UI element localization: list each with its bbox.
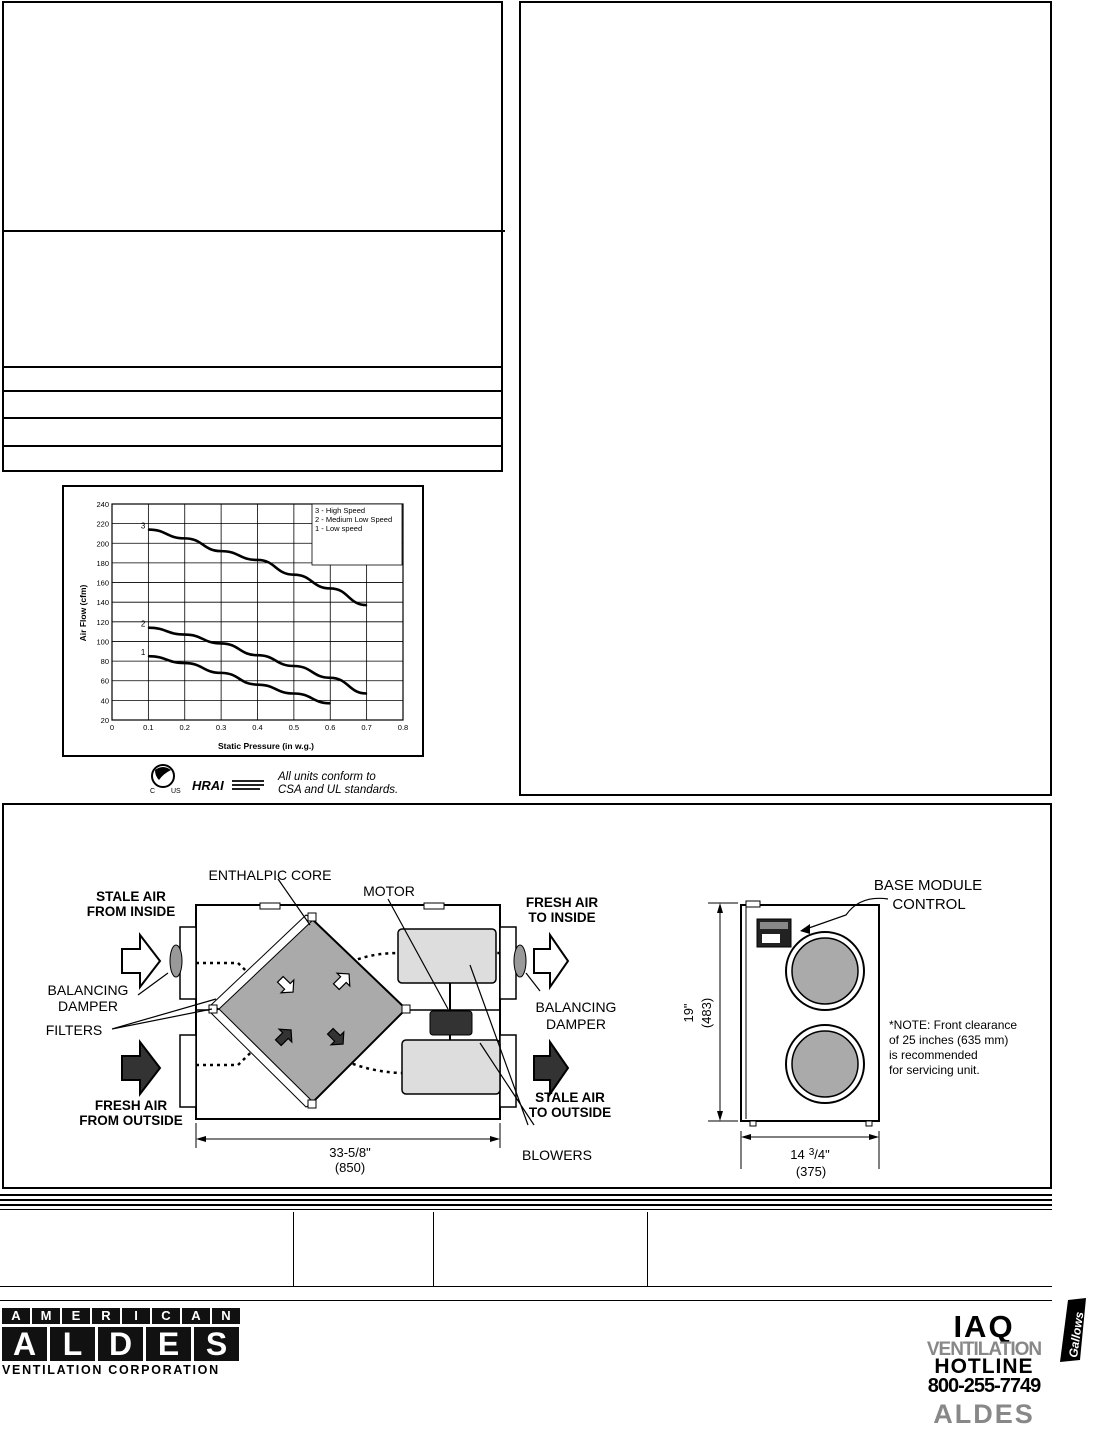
logo-letter: S — [194, 1327, 239, 1361]
airflow-chart — [62, 485, 424, 757]
label-stale-air-from-inside: FROM INSIDE — [86, 904, 176, 919]
chart-y-tick-label: 40 — [100, 696, 109, 706]
chart-legend-entry: 3 - High Speed — [315, 506, 366, 515]
chart-point — [148, 529, 149, 530]
cert-statement — [278, 771, 448, 797]
blower-upper — [398, 929, 496, 983]
csa-c-label: C — [150, 788, 156, 795]
gallows-seal-text: Gallows — [1066, 1310, 1087, 1359]
unit-diagram — [0, 803, 1054, 1189]
chart-point — [293, 665, 294, 666]
arrow-fresh-from-outside — [122, 1042, 160, 1094]
chart-x-tick-label: 0.8 — [397, 723, 409, 732]
chart-y-tick-label: 140 — [96, 598, 109, 608]
chart-y-tick-label: 220 — [96, 519, 109, 529]
chart-series-label: 3 — [140, 521, 146, 531]
form-column-divider — [293, 1212, 294, 1286]
chart-point — [330, 677, 331, 678]
chart-y-tick-label: 200 — [96, 539, 109, 549]
logo-letter: D — [98, 1327, 143, 1361]
label-base-module: BASE MODULE — [873, 877, 983, 894]
label-stale-air-to-outside: STALE AIR — [535, 1090, 605, 1105]
label-motor: MOTOR — [363, 883, 415, 899]
chart-y-tick-label: 80 — [100, 657, 109, 667]
label-balancing-damper-left: DAMPER — [58, 998, 118, 1014]
note-line: for servicing unit. — [889, 1063, 980, 1077]
csa-logo — [145, 760, 185, 800]
balancing-damper-right — [514, 945, 526, 977]
logo-iaq: IAQ — [953, 1309, 1015, 1344]
note-line: is recommended — [889, 1048, 978, 1062]
width-den: /4" — [814, 1147, 830, 1162]
label-balancing-damper-right: BALANCING — [535, 999, 617, 1015]
chart-x-axis-label: Static Pressure (in w.g.) — [217, 741, 315, 751]
label-base-module: CONTROL — [892, 896, 966, 913]
chart-y-tick-label: 180 — [96, 558, 109, 568]
chart-legend-entry: 1 - Low speed — [315, 524, 363, 533]
chart-y-tick-label: 100 — [96, 637, 109, 647]
width-whole: 14 — [790, 1147, 805, 1162]
arrow-stale-from-inside — [122, 935, 160, 987]
iaq-hotline-logo — [918, 1309, 1054, 1430]
logo-aldes — [2, 1327, 240, 1361]
chart-y-tick-label: 240 — [96, 500, 109, 509]
chart-y-tick-label: 60 — [100, 676, 109, 686]
logo-aldes-gray: ALDES — [933, 1399, 1035, 1429]
logo-letter: A — [2, 1308, 30, 1324]
logo-letter: M — [32, 1308, 60, 1324]
chart-y-tick-label: 120 — [96, 617, 109, 627]
chart-point — [293, 574, 294, 575]
chart-x-tick-label: 0.5 — [288, 723, 300, 732]
label-fresh-air-to-inside: FRESH AIR — [525, 895, 599, 910]
chart-x-tick-label: 0.2 — [179, 723, 190, 732]
logo-phone: 800-255-7749 — [927, 1375, 1041, 1397]
label-fresh-air-to-inside: TO INSIDE — [528, 910, 596, 925]
label-balancing-damper-left: BALANCING — [47, 982, 129, 998]
spec-divider — [2, 390, 503, 392]
csa-us-label: US — [171, 788, 181, 795]
chart-x-tick-label: 0.1 — [143, 723, 154, 732]
bottom-rule — [0, 1194, 1052, 1196]
chart-point — [184, 634, 185, 635]
label-stale-air-from-inside: STALE AIR — [96, 889, 166, 904]
label-width-side — [790, 1147, 830, 1162]
chart-point — [221, 643, 222, 644]
hrai-logo — [190, 776, 266, 794]
chart-point — [148, 656, 149, 657]
note-line: of 25 inches (635 mm) — [889, 1033, 1009, 1047]
blower-lower — [402, 1040, 500, 1094]
form-column-divider — [647, 1212, 648, 1286]
cert-line-1: All units conform to — [278, 771, 376, 783]
chart-legend-entry: 2 - Medium Low Speed — [315, 515, 393, 524]
spec-box-upper — [2, 1, 503, 472]
note-line: *NOTE: Front clearance — [889, 1018, 1018, 1032]
arrow-fresh-to-inside — [534, 935, 568, 987]
chart-point — [184, 662, 185, 663]
chart-x-tick-label: 0.6 — [325, 723, 336, 732]
label-fresh-air-from-outside: FRESH AIR — [94, 1098, 168, 1113]
label-balancing-damper-right: DAMPER — [546, 1016, 606, 1032]
hrai-label: HRAI — [192, 778, 224, 793]
logo-ventilation-corporation: VENTILATION CORPORATION — [2, 1363, 220, 1377]
gallows-seal-icon — [1054, 1292, 1092, 1368]
logo-ventilation: VENTILATION — [926, 1339, 1042, 1360]
chart-point — [257, 655, 258, 656]
chart-point — [366, 605, 367, 606]
logo-letter: N — [212, 1308, 240, 1324]
chart-x-tick-label: 0.4 — [252, 723, 263, 732]
logo-hotline: HOTLINE — [934, 1355, 1034, 1378]
spec-divider — [2, 445, 503, 447]
width-num: 3 — [808, 1147, 815, 1158]
bottom-rule — [0, 1209, 1052, 1210]
chart-series-label: 1 — [140, 648, 146, 658]
spec-divider — [2, 417, 503, 419]
spec-divider — [2, 366, 503, 368]
label-fresh-air-from-outside: FROM OUTSIDE — [79, 1113, 183, 1128]
chart-point — [330, 588, 331, 589]
chart-point — [257, 559, 258, 560]
label-blowers: BLOWERS — [521, 1147, 593, 1163]
chart-point — [330, 703, 331, 704]
logo-american — [2, 1308, 240, 1324]
balancing-damper-left — [170, 945, 182, 977]
label-filters: FILTERS — [45, 1022, 103, 1038]
chart-point — [366, 693, 367, 694]
form-bottom-rule — [0, 1286, 1052, 1287]
spec-divider — [2, 230, 505, 232]
bottom-rule — [0, 1199, 1052, 1201]
logo-letter: E — [146, 1327, 191, 1361]
motor — [430, 1011, 472, 1035]
logo-letter: A — [2, 1327, 47, 1361]
label-height-mm: (483) — [699, 997, 714, 1029]
label-width-inches: 33-5/8" — [329, 1145, 371, 1160]
cert-line-2: CSA and UL standards. — [278, 784, 399, 796]
logo-letter: L — [50, 1327, 95, 1361]
logo-letter: R — [92, 1308, 120, 1324]
label-stale-air-to-outside: TO OUTSIDE — [528, 1105, 612, 1120]
logo-letter: C — [152, 1308, 180, 1324]
chart-point — [257, 684, 258, 685]
chart-series-label: 2 — [140, 619, 146, 629]
logo-letter: E — [62, 1308, 90, 1324]
arrow-stale-to-outside — [534, 1042, 568, 1094]
chart-x-tick-label: 0.7 — [361, 723, 372, 732]
label-width-side-mm: (375) — [795, 1164, 827, 1179]
chart-y-axis-label: Air Flow (cfm) — [78, 584, 88, 642]
chart-point — [221, 672, 222, 673]
american-aldes-logo — [2, 1308, 240, 1377]
form-bottom-rule — [0, 1300, 1052, 1301]
logo-letter: I — [122, 1308, 150, 1324]
form-column-divider — [433, 1212, 434, 1286]
chart-point — [184, 538, 185, 539]
chart-point — [221, 551, 222, 552]
chart-point — [148, 627, 149, 628]
spec-box-right — [519, 1, 1052, 796]
label-width-mm: (850) — [334, 1160, 366, 1175]
chart-x-tick-label: 0.3 — [215, 723, 227, 732]
chart-y-tick-label: 160 — [96, 578, 109, 588]
label-height-inches: 19" — [681, 1003, 696, 1023]
label-enthalpic-core: ENTHALPIC CORE — [208, 867, 332, 883]
chart-x-tick-label: 0 — [109, 723, 115, 732]
chart-point — [293, 693, 294, 694]
chart-y-tick-label: 20 — [100, 716, 109, 725]
bottom-rule — [0, 1204, 1052, 1206]
logo-letter: A — [182, 1308, 210, 1324]
